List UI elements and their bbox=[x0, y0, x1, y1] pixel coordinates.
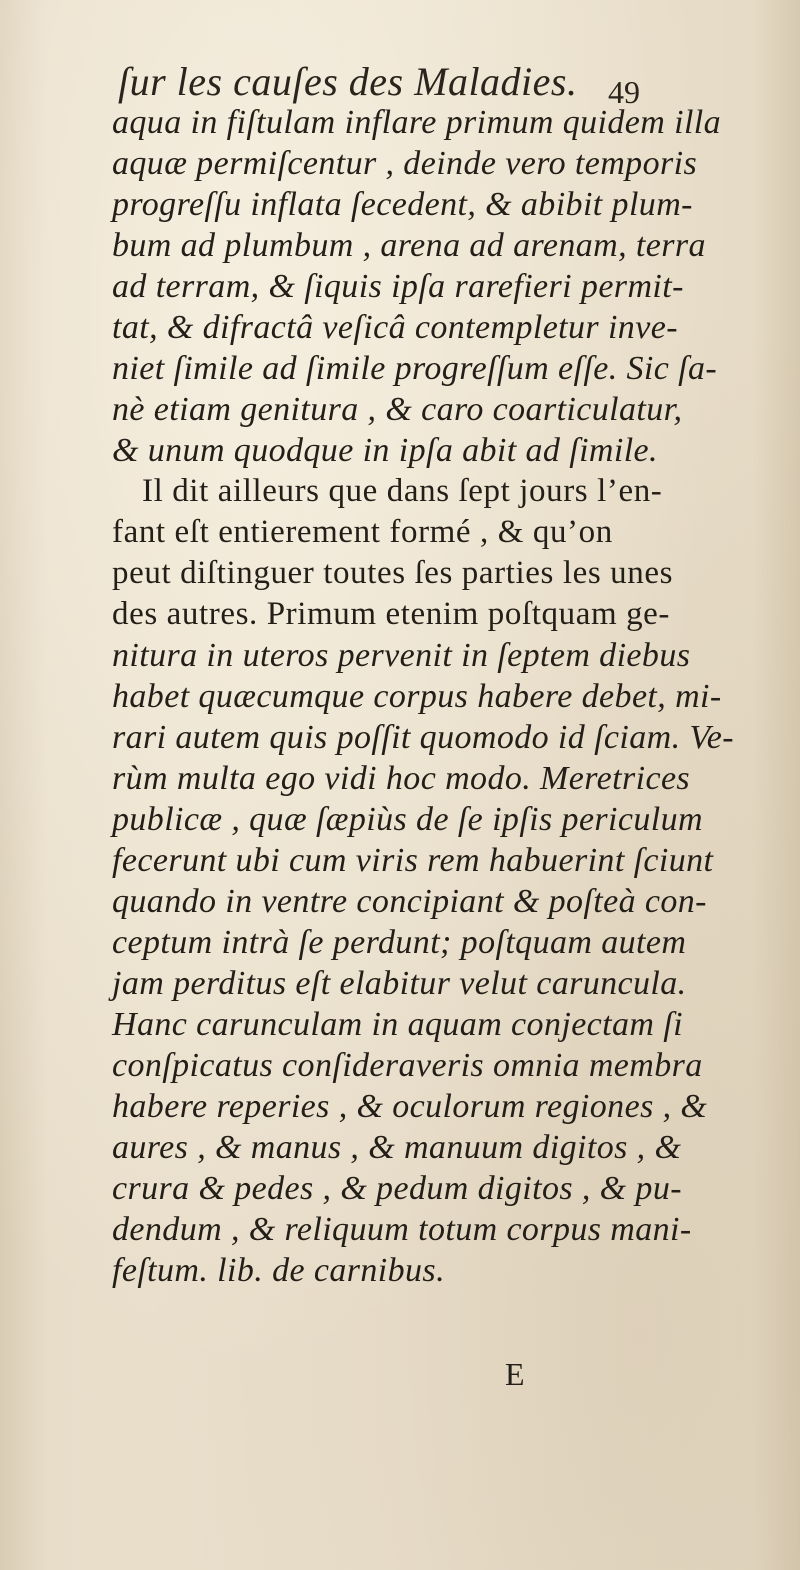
text-line: fecerunt ubi cum viris rem habuerint ſciunt bbox=[112, 842, 714, 879]
text-line: Hanc carunculam in aquam conjectam ſi bbox=[112, 1006, 683, 1043]
text-line: rùm multa ego vidi hoc modo. Meretrices bbox=[112, 760, 691, 797]
text-line: ad terram, & ſiquis ipſa rarefieri permit- bbox=[112, 268, 684, 305]
running-head: ſur les cauſes des Maladies. bbox=[118, 59, 578, 104]
body-text bbox=[112, 102, 735, 1291]
text-line: & unum quodque in ipſa abit ad ſimile. bbox=[112, 432, 658, 469]
text-line: aquæ permiſcentur , deinde vero temporis bbox=[112, 145, 698, 182]
page-header bbox=[118, 52, 678, 110]
text-line: bum ad plumbum , arena ad arenam, terra bbox=[112, 227, 706, 264]
text-line: quando in ventre concipiant & poſteà con- bbox=[112, 883, 707, 920]
text-line: publicæ , quæ ſæpiùs de ſe ipſis periculum bbox=[112, 801, 703, 838]
text-line: conſpicatus conſideraveris omnia membra bbox=[112, 1047, 703, 1084]
text-line: aqua in fiſtulam inflare primum quidem illa bbox=[112, 104, 722, 141]
text-line: feſtum. lib. de carnibus. bbox=[112, 1252, 445, 1289]
text-line: des autres. Primum etenim poſtquam ge- bbox=[112, 596, 671, 632]
text-line: progreſſu inflata ſecedent, & abibit plum- bbox=[112, 186, 693, 223]
text-line: crura & pedes , & pedum digitos , & pu- bbox=[112, 1170, 682, 1207]
text-line: habet quæcumque corpus habere debet, mi- bbox=[112, 678, 722, 715]
text-line: jam perditus eſt elabitur velut caruncula. bbox=[112, 965, 687, 1002]
text-line: nè etiam genitura , & caro coarticulatur, bbox=[112, 391, 683, 428]
text-line: aures , & manus , & manuum digitos , & bbox=[112, 1129, 682, 1166]
signature-mark: E bbox=[505, 1356, 525, 1392]
text-line: nitura in uteros pervenit in ſeptem diebus bbox=[112, 637, 691, 674]
text-line: ceptum intrà ſe perdunt; poſtquam autem bbox=[112, 924, 687, 961]
text-line: Il dit ailleurs que dans ſept jours l’en- bbox=[142, 473, 663, 509]
text-line: tat, & difractâ veſicâ contempletur inve- bbox=[112, 309, 678, 346]
text-line: fant eſt entierement formé , & qu’on bbox=[112, 514, 613, 550]
text-line: rari autem quis poſſit quomodo id ſciam. Ve- bbox=[112, 719, 735, 756]
text-line: niet ſimile ad ſimile progreſſum eſſe. Sic ſa- bbox=[112, 350, 718, 387]
text-line: habere reperies , & oculorum regiones , & bbox=[112, 1088, 708, 1125]
text-line: peut diſtinguer toutes ſes parties les unes bbox=[112, 555, 674, 591]
page-number: 49 bbox=[608, 74, 640, 110]
text-line: dendum , & reliquum totum corpus mani- bbox=[112, 1211, 692, 1248]
